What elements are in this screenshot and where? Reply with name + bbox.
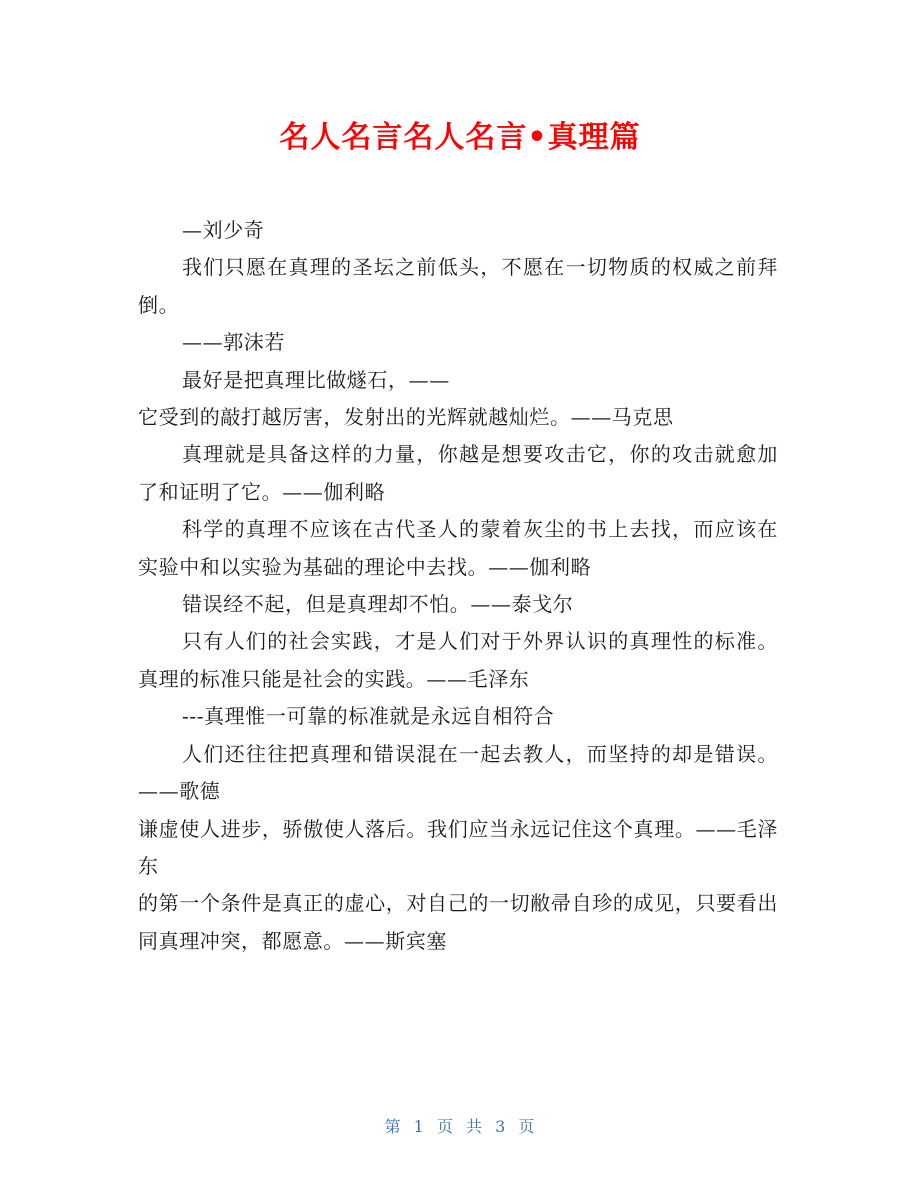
- paragraph-10: ---真理惟一可靠的标准就是永远自相符合: [182, 704, 555, 729]
- paragraph-2: 我们只愿在真理的圣坛之前低头，不愿在一切物质的权威之前拜倒。: [138, 255, 778, 317]
- document-body: [138, 212, 778, 960]
- page-number-footer: 第 1 页 共 3 页: [384, 1117, 536, 1136]
- paragraph-5: 它受到的敲打越厉害，发射出的光辉就越灿烂。——马克思: [138, 405, 674, 430]
- paragraph-6: 真理就是具备这样的力量，你越是想要攻击它，你的攻击就愈加了和证明了它。——伽利略: [138, 442, 778, 504]
- document-title: 名人名言名人名言•真理篇: [279, 120, 641, 155]
- paragraph-7: 科学的真理不应该在古代圣人的蒙着灰尘的书上去找，而应该在实验中和以实验为基础的理论中去找。——伽利略: [138, 517, 778, 579]
- paragraph-8: 错误经不起，但是真理却不怕。——泰戈尔: [182, 592, 574, 617]
- paragraph-13: 的第一个条件是真正的虚心，对自己的一切敝帚自珍的成见，只要看出同真理冲突，都愿意。——斯宾塞: [138, 891, 778, 953]
- paragraph-11: 人们还往往把真理和错误混在一起去教人，而坚持的却是错误。——歌德: [138, 741, 778, 804]
- paragraph-9: 只有人们的社会实践，才是人们对于外界认识的真理性的标准。真理的标准只能是社会的实践。——毛泽东: [138, 629, 778, 691]
- paragraph-1: —刘少奇: [182, 218, 265, 242]
- paragraph-3: ——郭沫若: [182, 330, 285, 355]
- paragraph-12: 谦虚使人进步，骄傲使人落后。我们应当永远记住这个真理。——毛泽东: [138, 816, 778, 878]
- paragraph-4: 最好是把真理比做燧石，——: [182, 367, 450, 392]
